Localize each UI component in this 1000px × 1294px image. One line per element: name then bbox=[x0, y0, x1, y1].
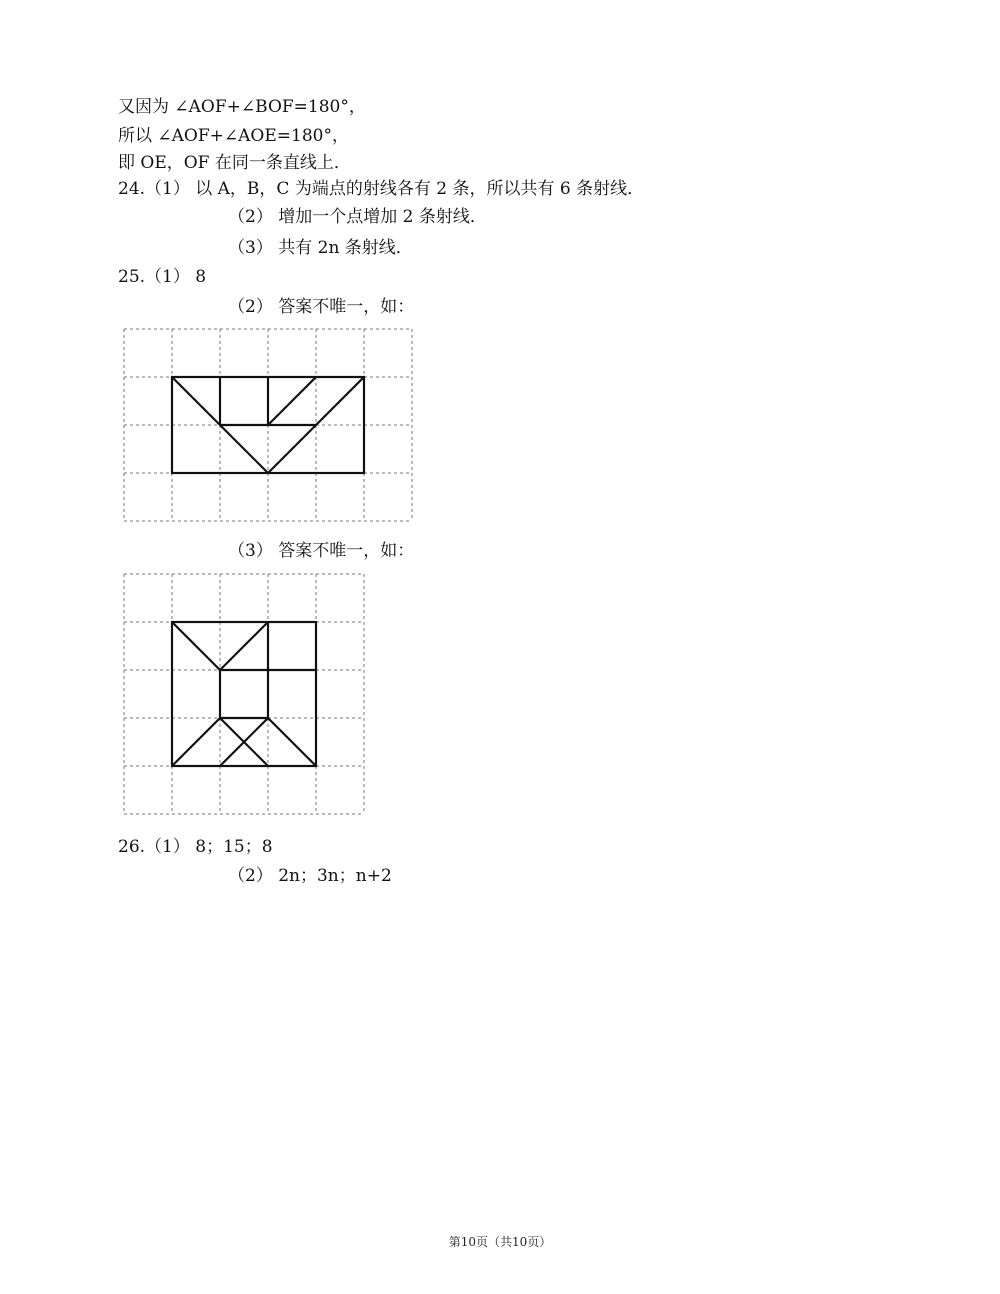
q25-part3: （3） 答案不唯一，如： bbox=[228, 541, 415, 561]
grid-figure-2 bbox=[118, 570, 370, 822]
q26-part2: （2） 2n；3n；n+2 bbox=[228, 866, 392, 886]
grid-figure-1 bbox=[118, 325, 418, 525]
q24-part1: 24.（1） 以 A，B，C 为端点的射线各有 2 条，所以共有 6 条射线． bbox=[118, 179, 645, 199]
grid-lines bbox=[124, 574, 364, 814]
q25-part2: （2） 答案不唯一，如： bbox=[228, 297, 415, 317]
q24-part3: （3） 共有 2n 条射线． bbox=[228, 238, 413, 258]
text-line-1: 又因为 ∠AOF+∠BOF=180°， bbox=[118, 97, 366, 117]
text-line-3: 即 OE，OF 在同一条直线上． bbox=[118, 153, 351, 173]
q26-part1: 26.（1） 8；15；8 bbox=[118, 837, 273, 857]
text-line-2: 所以 ∠AOF+∠AOE=180°， bbox=[118, 126, 349, 146]
page-footer: 第10页（共10页） bbox=[448, 1235, 552, 1249]
q24-part2: （2） 增加一个点增加 2 条射线． bbox=[228, 207, 487, 227]
q25-part1: 25.（1） 8 bbox=[118, 267, 207, 287]
figure-shape bbox=[172, 622, 316, 766]
